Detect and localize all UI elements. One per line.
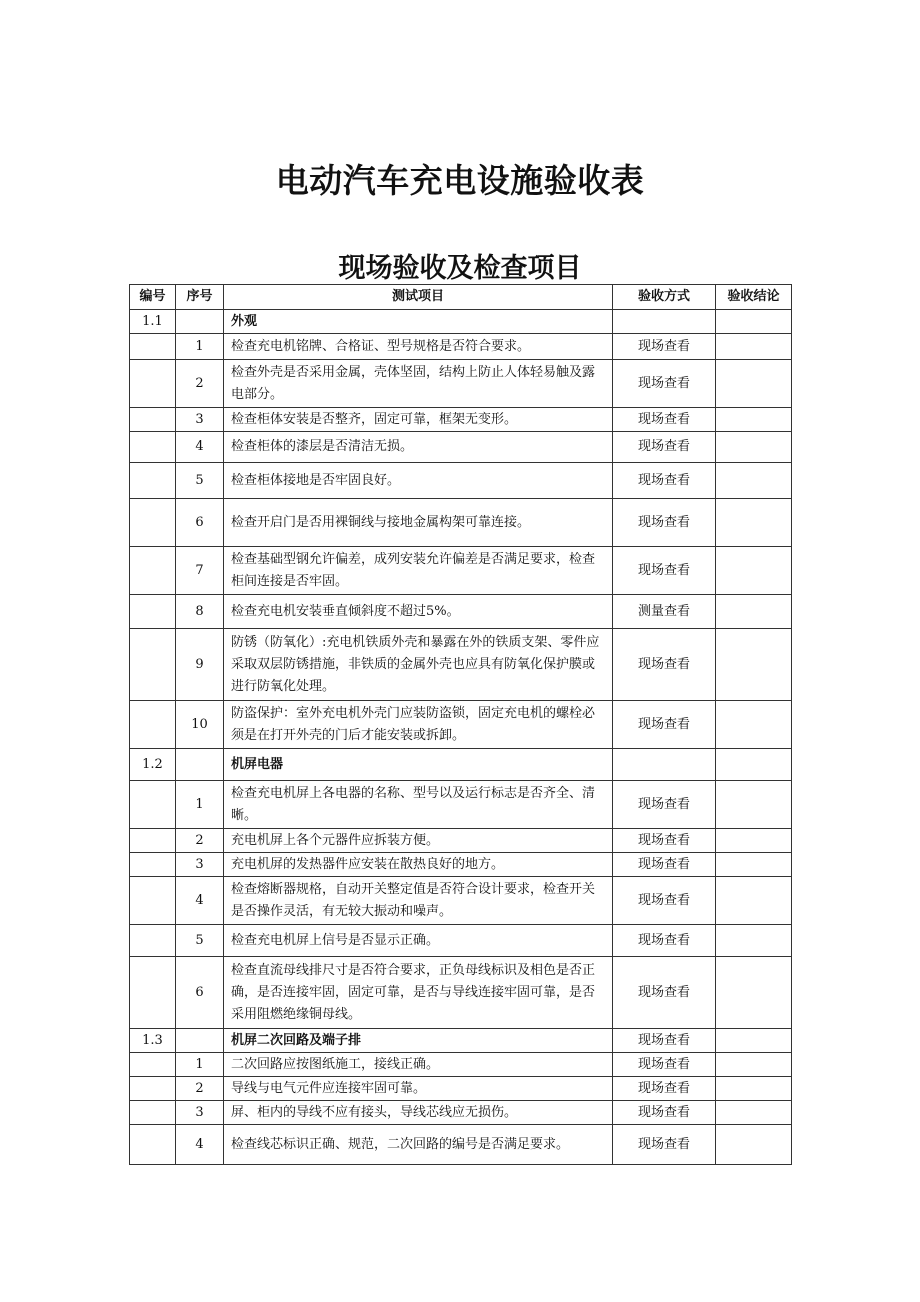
header-method: 验收方式	[613, 285, 716, 310]
row-no: 4	[176, 877, 224, 925]
code-cell	[130, 1101, 176, 1125]
row-item-text: 检查线芯标识正确、规范，二次回路的编号是否满足要求。	[224, 1125, 613, 1165]
row-no: 6	[176, 957, 224, 1029]
row-no: 9	[176, 629, 224, 701]
code-cell	[130, 829, 176, 853]
result-cell[interactable]	[716, 853, 792, 877]
table-header-row	[130, 285, 792, 310]
code-cell	[130, 463, 176, 499]
row-method: 现场查看	[613, 547, 716, 595]
code-cell	[130, 408, 176, 432]
row-no: 6	[176, 499, 224, 547]
row-item-text: 二次回路应按图纸施工，接线正确。	[224, 1053, 613, 1077]
header-result: 验收结论	[716, 285, 792, 310]
result-cell[interactable]	[716, 925, 792, 957]
result-cell[interactable]	[716, 310, 792, 334]
row-item-text: 检查充电机屏上各电器的名称、型号以及运行标志是否齐全、清晰。	[224, 781, 613, 829]
result-cell[interactable]	[716, 1053, 792, 1077]
row-item-text: 屏、柜内的导线不应有接头，导线芯线应无损伤。	[224, 1101, 613, 1125]
result-cell[interactable]	[716, 877, 792, 925]
result-cell[interactable]	[716, 781, 792, 829]
row-item-text: 检查柜体安装是否整齐，固定可靠，框架无变形。	[224, 408, 613, 432]
row-no: 1	[176, 781, 224, 829]
row-method: 现场查看	[613, 1125, 716, 1165]
code-cell	[130, 547, 176, 595]
row-method: 测量查看	[613, 595, 716, 629]
document-title: 电动汽车充电设施验收表	[275, 161, 645, 200]
row-no: 4	[176, 1125, 224, 1165]
row-no: 1	[176, 334, 224, 360]
row-item-text: 检查柜体接地是否牢固良好。	[224, 463, 613, 499]
row-item-text: 检查充电机安装垂直倾斜度不超过5%。	[224, 595, 613, 629]
result-cell[interactable]	[716, 749, 792, 781]
table-row	[130, 829, 792, 853]
result-cell[interactable]	[716, 1125, 792, 1165]
code-cell	[130, 877, 176, 925]
row-item-text: 检查外壳是否采用金属，壳体坚固，结构上防止人体轻易触及露电部分。	[224, 360, 613, 408]
result-cell[interactable]	[716, 829, 792, 853]
section-row	[130, 1029, 792, 1053]
row-method: 现场查看	[613, 408, 716, 432]
row-item-text: 导线与电气元件应连接牢固可靠。	[224, 1077, 613, 1101]
section-row	[130, 749, 792, 781]
section-row	[130, 310, 792, 334]
table-body	[130, 310, 792, 1165]
result-cell[interactable]	[716, 499, 792, 547]
row-method: 现场查看	[613, 853, 716, 877]
row-item-text: 检查直流母线排尺寸是否符合要求，正负母线标识及相色是否正确，是否连接牢固，固定可靠，是否与导线连接牢固可靠，是否采用阻燃绝缘铜母线。	[224, 957, 613, 1029]
result-cell[interactable]	[716, 1077, 792, 1101]
section-no-cell	[176, 749, 224, 781]
section-name: 机屏电器	[224, 749, 613, 781]
table-subtitle: 现场验收及检查项目	[338, 253, 582, 284]
table-row	[130, 595, 792, 629]
header-no: 序号	[176, 285, 224, 310]
section-code: 1.2	[130, 749, 176, 781]
code-cell	[130, 1125, 176, 1165]
row-item-text: 检查基础型钢允许偏差，成列安装允许偏差是否满足要求，检查柜间连接是否牢固。	[224, 547, 613, 595]
section-code: 1.3	[130, 1029, 176, 1053]
row-no: 3	[176, 1101, 224, 1125]
result-cell[interactable]	[716, 547, 792, 595]
result-cell[interactable]	[716, 408, 792, 432]
result-cell[interactable]	[716, 1029, 792, 1053]
row-no: 4	[176, 432, 224, 463]
code-cell	[130, 853, 176, 877]
row-no: 3	[176, 408, 224, 432]
code-cell	[130, 1053, 176, 1077]
table-row	[130, 781, 792, 829]
code-cell	[130, 957, 176, 1029]
code-cell	[130, 701, 176, 749]
result-cell[interactable]	[716, 334, 792, 360]
table-row	[130, 547, 792, 595]
row-method: 现场查看	[613, 925, 716, 957]
inspection-table	[129, 284, 792, 1165]
code-cell	[130, 432, 176, 463]
table-row	[130, 853, 792, 877]
table-row	[130, 499, 792, 547]
result-cell[interactable]	[716, 432, 792, 463]
row-no: 3	[176, 853, 224, 877]
row-no: 1	[176, 1053, 224, 1077]
row-method: 现场查看	[613, 334, 716, 360]
row-method: 现场查看	[613, 360, 716, 408]
row-method: 现场查看	[613, 781, 716, 829]
result-cell[interactable]	[716, 957, 792, 1029]
code-cell	[130, 499, 176, 547]
code-cell	[130, 360, 176, 408]
table-row	[130, 408, 792, 432]
code-cell	[130, 595, 176, 629]
row-method: 现场查看	[613, 629, 716, 701]
row-method: 现场查看	[613, 463, 716, 499]
row-method: 现场查看	[613, 1101, 716, 1125]
table-row	[130, 925, 792, 957]
section-name: 机屏二次回路及端子排	[224, 1029, 613, 1053]
section-code: 1.1	[130, 310, 176, 334]
table-row	[130, 432, 792, 463]
row-no: 5	[176, 925, 224, 957]
table-row	[130, 701, 792, 749]
table-row	[130, 1053, 792, 1077]
table-row	[130, 1125, 792, 1165]
row-no: 8	[176, 595, 224, 629]
row-no: 7	[176, 547, 224, 595]
result-cell[interactable]	[716, 463, 792, 499]
row-method: 现场查看	[613, 1053, 716, 1077]
row-method: 现场查看	[613, 877, 716, 925]
table-row	[130, 1101, 792, 1125]
code-cell	[130, 1077, 176, 1101]
row-no: 10	[176, 701, 224, 749]
section-method	[613, 749, 716, 781]
header-code: 编号	[130, 285, 176, 310]
table-row	[130, 629, 792, 701]
result-cell[interactable]	[716, 1101, 792, 1125]
header-item: 测试项目	[224, 285, 613, 310]
code-cell	[130, 925, 176, 957]
row-item-text: 防锈（防氧化）:充电机铁质外壳和暴露在外的铁质支架、零件应采取双层防锈措施，非铁质的金属外壳也应具有防氧化保护膜或进行防氧化处理。	[224, 629, 613, 701]
result-cell[interactable]	[716, 595, 792, 629]
row-no: 5	[176, 463, 224, 499]
row-method: 现场查看	[613, 957, 716, 1029]
section-method	[613, 310, 716, 334]
row-item-text: 检查柜体的漆层是否清洁无损。	[224, 432, 613, 463]
section-name: 外观	[224, 310, 613, 334]
section-no-cell	[176, 1029, 224, 1053]
row-item-text: 检查充电机屏上信号是否显示正确。	[224, 925, 613, 957]
row-item-text: 检查熔断器规格，自动开关整定值是否符合设计要求，检查开关是否操作灵活，有无较大振动和噪声。	[224, 877, 613, 925]
table-row	[130, 957, 792, 1029]
row-method: 现场查看	[613, 701, 716, 749]
row-method: 现场查看	[613, 432, 716, 463]
row-item-text: 充电机屏的发热器件应安装在散热良好的地方。	[224, 853, 613, 877]
code-cell	[130, 629, 176, 701]
row-method: 现场查看	[613, 829, 716, 853]
row-item-text: 检查开启门是否用裸铜线与接地金属构架可靠连接。	[224, 499, 613, 547]
row-no: 2	[176, 1077, 224, 1101]
row-method: 现场查看	[613, 499, 716, 547]
row-item-text: 防盗保护：室外充电机外壳门应装防盗锁，固定充电机的螺栓必须是在打开外壳的门后才能安装或拆卸。	[224, 701, 613, 749]
result-cell[interactable]	[716, 360, 792, 408]
row-item-text: 充电机屏上各个元器件应拆装方便。	[224, 829, 613, 853]
result-cell[interactable]	[716, 629, 792, 701]
row-method: 现场查看	[613, 1077, 716, 1101]
table-row	[130, 877, 792, 925]
section-method: 现场查看	[613, 1029, 716, 1053]
result-cell[interactable]	[716, 701, 792, 749]
section-no-cell	[176, 310, 224, 334]
table-row	[130, 334, 792, 360]
table-row	[130, 463, 792, 499]
table-row	[130, 1077, 792, 1101]
row-item-text: 检查充电机铭牌、合格证、型号规格是否符合要求。	[224, 334, 613, 360]
table-row	[130, 360, 792, 408]
code-cell	[130, 781, 176, 829]
code-cell	[130, 334, 176, 360]
row-no: 2	[176, 829, 224, 853]
row-no: 2	[176, 360, 224, 408]
